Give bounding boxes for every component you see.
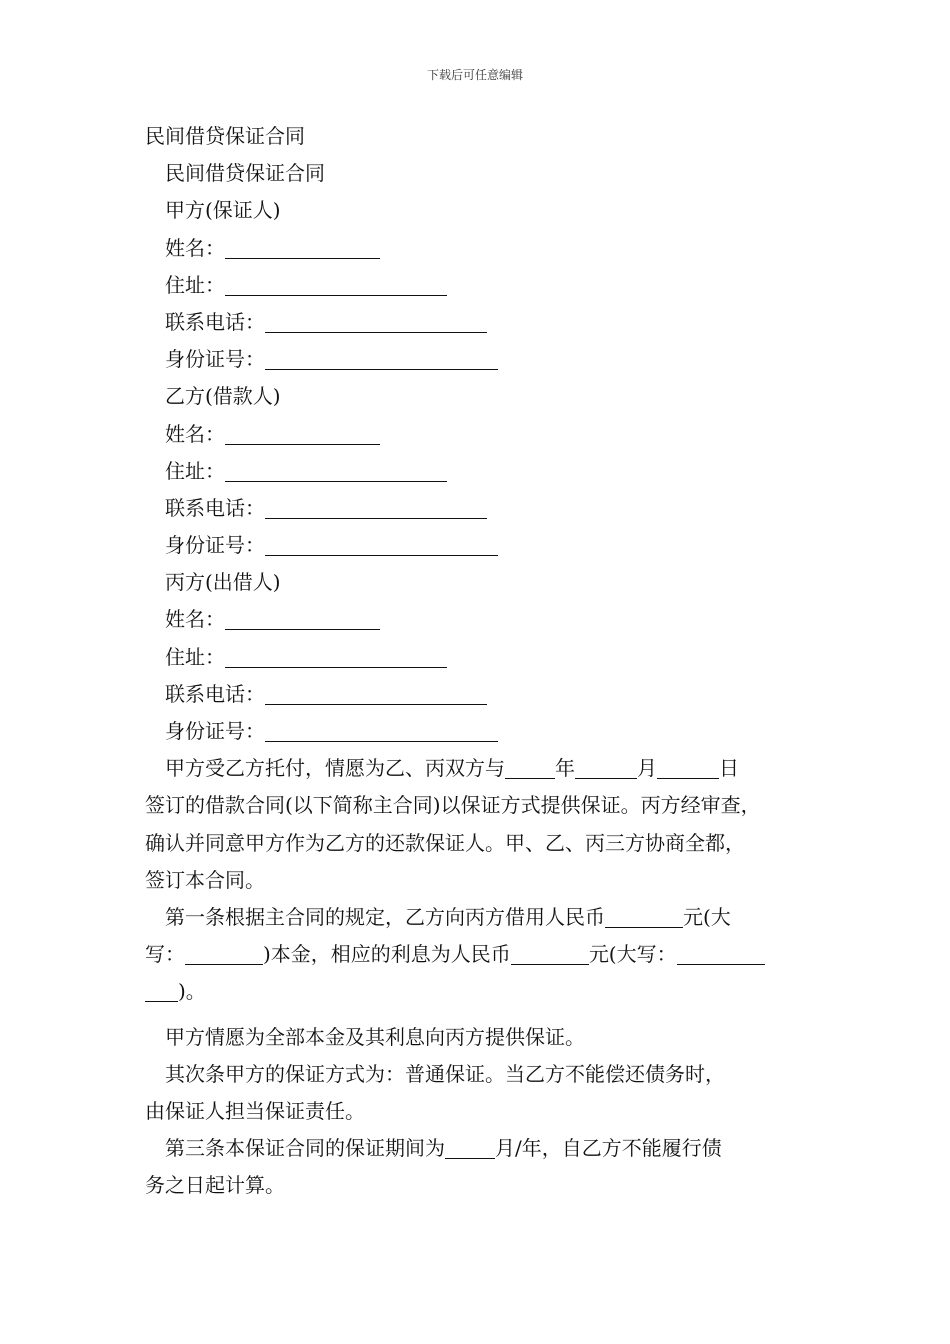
article-2-line-1: 其次条甲方的保证方式为：普通保证。当乙方不能偿还债务时， xyxy=(165,1061,725,1086)
name-label: 姓名： xyxy=(165,421,225,446)
name-label: 姓名： xyxy=(165,235,225,260)
party-a-id-row xyxy=(145,341,820,378)
party-a-id-field[interactable] xyxy=(265,345,498,370)
interest-amount-field[interactable] xyxy=(511,940,589,965)
party-c-name-field[interactable] xyxy=(225,605,380,630)
article-1-line-2: 写： )本金，相应的利息为人民币 元(大写： xyxy=(145,936,820,973)
intro-line-4: 签订本合同。 xyxy=(145,867,265,892)
intro-day-field[interactable] xyxy=(657,754,719,779)
party-b-heading: 乙方(借款人) xyxy=(165,384,281,409)
party-b-name-field[interactable] xyxy=(225,420,380,445)
party-a-phone-row xyxy=(145,304,820,341)
party-c-id-field[interactable] xyxy=(265,717,498,742)
phone-label: 联系电话： xyxy=(165,309,265,334)
party-c-phone-field[interactable] xyxy=(265,680,487,705)
id-label: 身份证号： xyxy=(165,347,265,372)
party-c-name-row xyxy=(145,601,820,638)
guarantee-period-field[interactable] xyxy=(445,1134,495,1159)
party-a-name-row xyxy=(145,230,820,267)
article-3-line-2: 务之日起计算。 xyxy=(145,1173,285,1198)
address-label: 住址： xyxy=(165,272,225,297)
party-a-heading: 甲方(保证人) xyxy=(165,198,281,223)
intro-line-1: 甲方受乙方托付，情愿为乙、丙双方与 年 月 日 xyxy=(165,756,739,781)
party-c-address-row xyxy=(145,639,820,676)
name-label: 姓名： xyxy=(165,607,225,632)
id-label: 身份证号： xyxy=(165,719,265,743)
id-label: 身份证号： xyxy=(165,533,265,558)
interest-uppercase-field[interactable] xyxy=(677,940,765,965)
article-1-line-1: 第一条根据主合同的规定，乙方向丙方借用人民币 元(大 xyxy=(165,905,731,929)
page-header: 下载后可任意编辑 xyxy=(426,68,523,82)
party-b-phone-row xyxy=(145,490,820,527)
party-c-id-row xyxy=(145,713,820,750)
phone-label: 联系电话： xyxy=(165,681,265,706)
article-1-line-3: )。 xyxy=(145,973,820,1010)
party-a-address-row xyxy=(145,267,820,304)
party-b-name-row xyxy=(145,416,820,453)
article-2-line-2: 由保证人担当保证责任。 xyxy=(145,1099,365,1124)
party-c-address-field[interactable] xyxy=(225,643,447,668)
party-c-phone-row xyxy=(145,676,820,713)
party-a-address-field[interactable] xyxy=(225,271,447,296)
principal-uppercase-field[interactable] xyxy=(185,940,263,965)
intro-month-field[interactable] xyxy=(575,754,637,779)
address-label: 住址： xyxy=(165,644,225,669)
intro-line-3: 确认并同意甲方作为乙方的还款保证人。甲、乙、丙三方协商全都， xyxy=(145,830,745,855)
doc-subtitle: 民间借贷保证合同 xyxy=(165,161,325,186)
party-b-address-row xyxy=(145,453,820,490)
principal-amount-field[interactable] xyxy=(605,903,683,928)
party-a-name-field[interactable] xyxy=(225,234,380,259)
party-a-phone-field[interactable] xyxy=(265,308,487,333)
intro-year-field[interactable] xyxy=(505,754,555,779)
party-b-address-field[interactable] xyxy=(225,457,447,482)
address-label: 住址： xyxy=(165,458,225,483)
party-b-id-row xyxy=(145,527,820,564)
party-b-phone-field[interactable] xyxy=(265,494,487,519)
guarantee-statement: 甲方情愿为全部本金及其利息向丙方提供保证。 xyxy=(165,1024,585,1049)
interest-uppercase-field-cont[interactable] xyxy=(145,977,178,1002)
intro-line-2: 签订的借款合同(以下简称主合同)以保证方式提供保证。丙方经审查， xyxy=(145,793,761,818)
contract-body xyxy=(145,118,820,1205)
article-3-line-1: 第三条本保证合同的保证期间为 月/年，自乙方不能履行债 xyxy=(165,1136,722,1161)
party-c-heading: 丙方(出借人) xyxy=(165,570,281,595)
doc-title: 民间借贷保证合同 xyxy=(145,124,305,148)
party-b-id-field[interactable] xyxy=(265,531,498,556)
phone-label: 联系电话： xyxy=(165,495,265,520)
